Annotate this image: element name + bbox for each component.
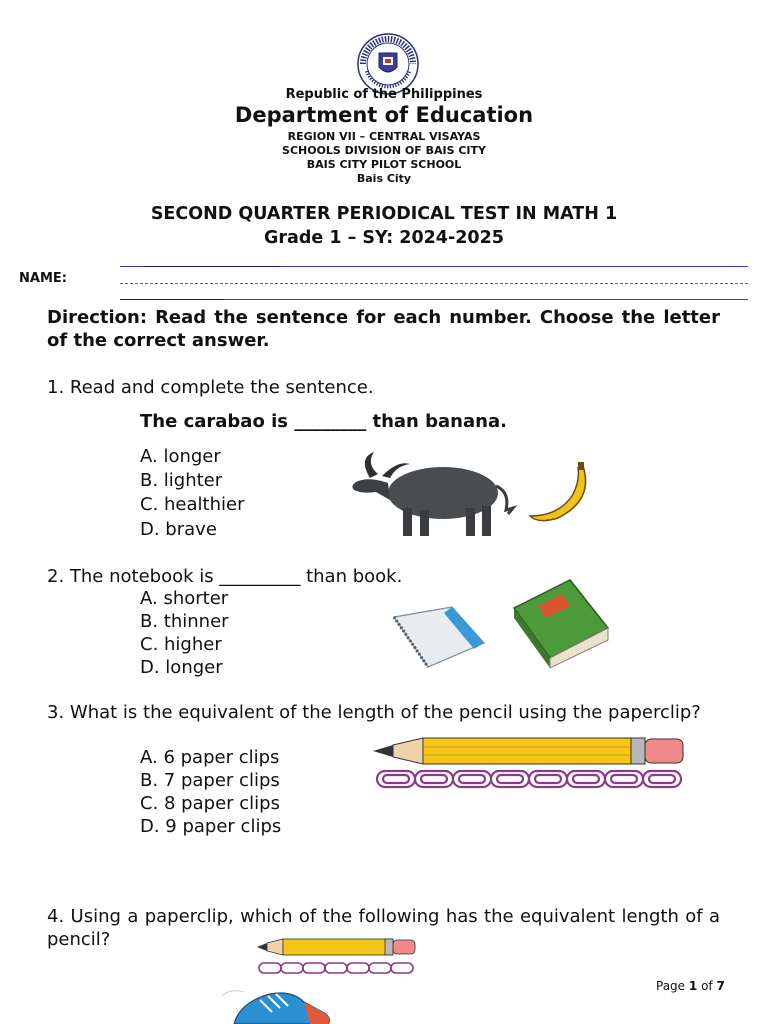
question-4-prompt: 4. Using a paperclip, which of the following has the equivalent length of a pencil? xyxy=(47,906,720,950)
question-2-option-c[interactable]: C. higher xyxy=(140,634,222,655)
question-1-option-a[interactable]: A. longer xyxy=(140,446,221,467)
header-school: BAIS CITY PILOT SCHOOL xyxy=(306,158,462,171)
page-of: of xyxy=(701,979,713,993)
book-image xyxy=(510,578,610,670)
header-region: REGION VII – CENTRAL VISAYAS xyxy=(287,130,481,143)
header-department: Department of Education xyxy=(234,103,534,127)
shoe-image xyxy=(200,982,340,1024)
question-2-option-a[interactable]: A. shorter xyxy=(140,588,229,609)
question-1-option-c[interactable]: C. healthier xyxy=(140,494,245,515)
name-line-bottom-accent xyxy=(120,299,224,300)
paperclip-row-small-image xyxy=(258,961,416,975)
question-1-sentence: The carabao is ________ than banana. xyxy=(140,411,507,432)
paperclip-row-image xyxy=(376,768,686,790)
test-subtitle: Grade 1 – SY: 2024-2025 xyxy=(264,228,504,248)
pencil-small-image xyxy=(257,936,417,958)
question-2-option-d[interactable]: D. longer xyxy=(140,657,223,678)
question-1-option-b[interactable]: B. lighter xyxy=(140,470,223,491)
question-1-option-d[interactable]: D. brave xyxy=(140,519,217,540)
name-line-mid[interactable] xyxy=(120,283,748,284)
page-word: Page xyxy=(656,979,686,993)
question-2-prompt: 2. The notebook is _________ than book. xyxy=(47,566,403,587)
page-number xyxy=(656,979,725,993)
question-3-option-b[interactable]: B. 7 paper clips xyxy=(140,770,280,791)
notebook-image xyxy=(388,605,486,669)
page-current: 1 xyxy=(688,979,698,993)
page-total: 7 xyxy=(716,979,725,993)
header-division: SCHOOLS DIVISION OF BAIS CITY xyxy=(282,144,486,157)
name-label: NAME: xyxy=(19,271,67,286)
banana-image xyxy=(528,460,594,526)
question-1-prompt: 1. Read and complete the sentence. xyxy=(47,377,374,398)
question-3-prompt: 3. What is the equivalent of the length of the pencil using the paperclip? xyxy=(47,702,701,723)
question-3-option-a[interactable]: A. 6 paper clips xyxy=(140,747,280,768)
question-2-option-b[interactable]: B. thinner xyxy=(140,611,229,632)
carabao-image xyxy=(348,448,518,540)
header-republic: Republic of the Philippines xyxy=(285,87,483,102)
name-line-top-accent xyxy=(144,266,280,267)
header-city: Bais City xyxy=(356,172,412,185)
test-title: SECOND QUARTER PERIODICAL TEST IN MATH 1 xyxy=(150,204,618,224)
pencil-image xyxy=(373,734,685,768)
question-3-option-c[interactable]: C. 8 paper clips xyxy=(140,793,280,814)
question-3-option-d[interactable]: D. 9 paper clips xyxy=(140,816,282,837)
deped-seal-logo xyxy=(357,33,419,95)
direction-text: Direction: Read the sentence for each number. Choose the letter of the correct answer. xyxy=(47,307,720,351)
